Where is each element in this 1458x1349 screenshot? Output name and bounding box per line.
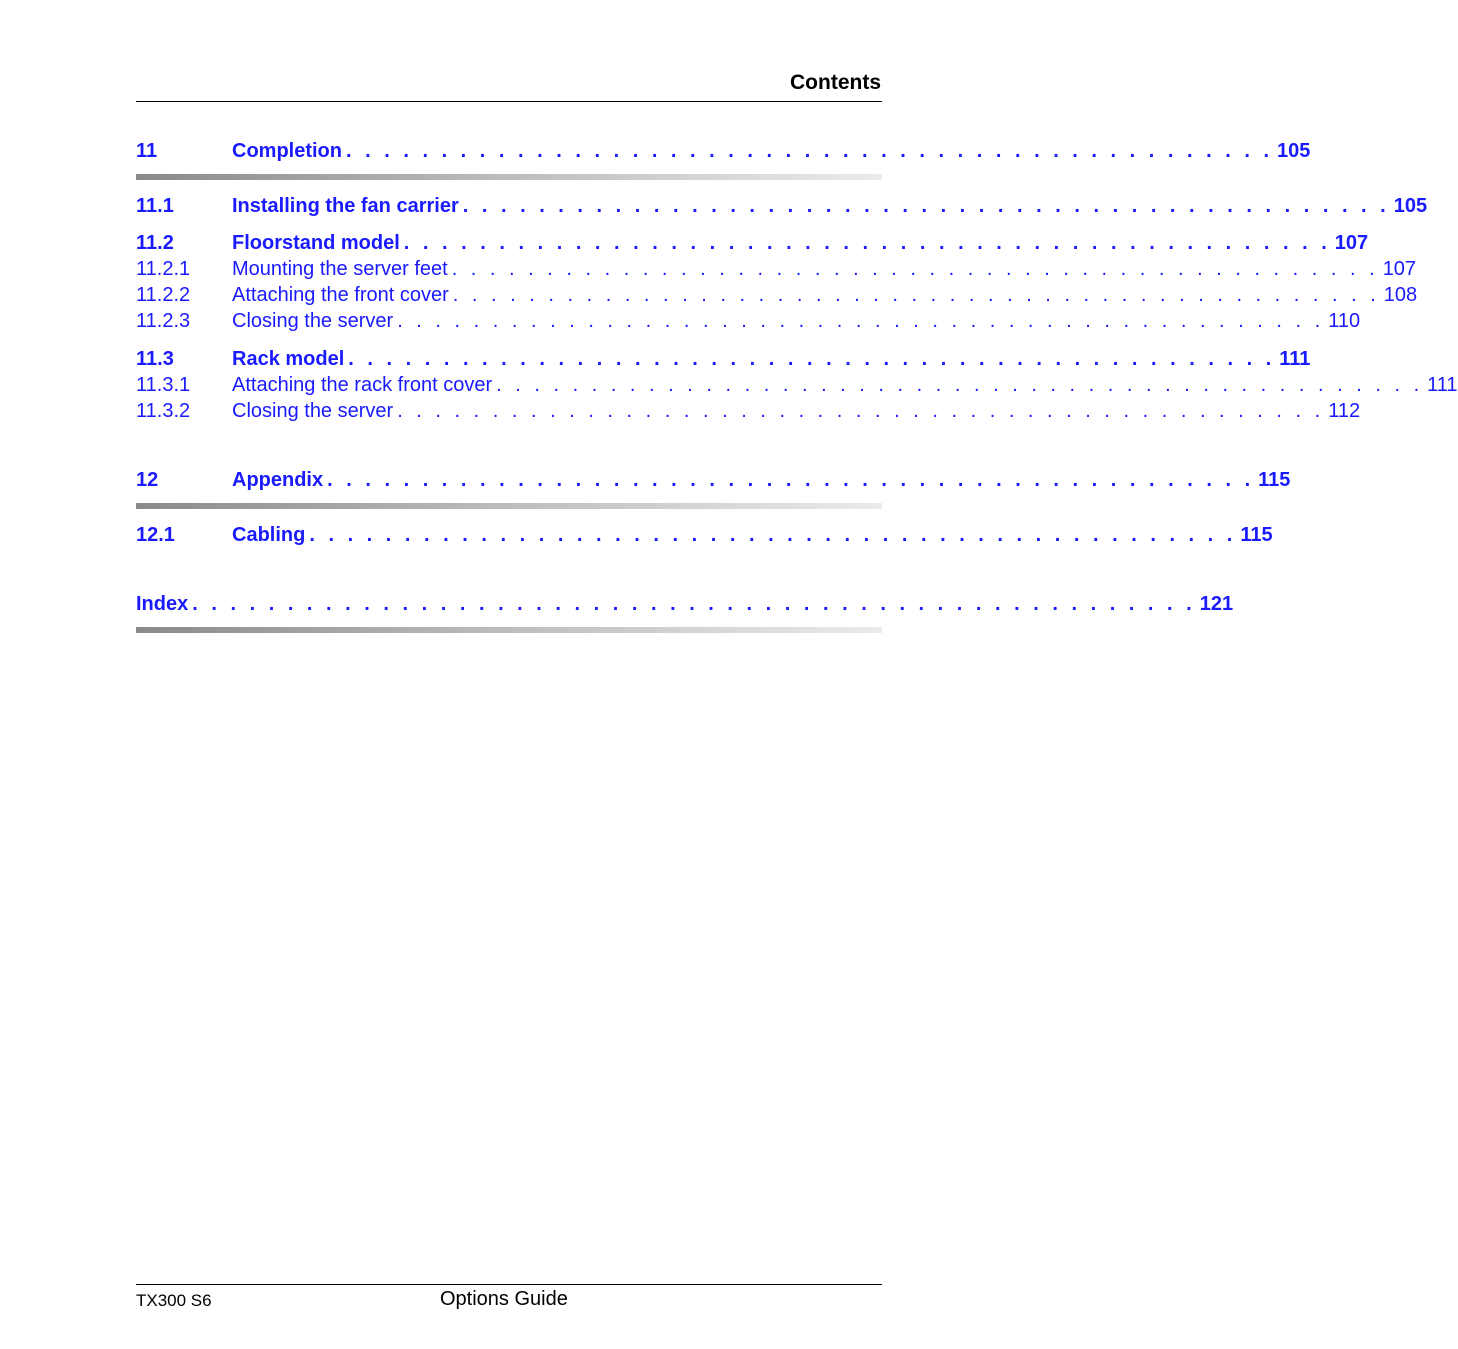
toc-number: 11.2	[136, 232, 174, 254]
dot-leader: . . . . . . . . . . . . . . . . . . . . . . . . . . . . . . . . . . . . . . . . . . . . . . . . .	[452, 284, 1380, 306]
toc-title[interactable]: Attaching the rack front cover	[232, 374, 493, 396]
footer-document-title: Options Guide	[440, 1288, 568, 1310]
toc-entry-section-11-2[interactable]	[136, 232, 1369, 255]
toc-entry-subsection-11-3-2[interactable]	[136, 400, 1361, 423]
toc-number: 11	[136, 140, 158, 162]
dot-leader: . . . . . . . . . . . . . . . . . . . . . . . . . . . . . . . . . . . . . . . . . . . . . . . . . . . . .	[192, 593, 1196, 615]
toc-title[interactable]: Floorstand model	[232, 232, 400, 254]
chapter-divider	[136, 174, 882, 180]
dot-leader: . . . . . . . . . . . . . . . . . . . . . . . . . . . . . . . . . . . . . . . . . . . . . . . . .	[346, 140, 1273, 162]
toc-number: 11.3.1	[136, 374, 191, 396]
toc-number: 11.3	[136, 348, 174, 370]
toc-page-number[interactable]: 105	[1277, 140, 1311, 162]
toc-page-number[interactable]: 115	[1240, 524, 1273, 546]
toc-number: 11.1	[136, 195, 174, 217]
toc-entry-chapter-12[interactable]	[136, 469, 1291, 492]
chapter-divider	[136, 503, 882, 509]
index-divider	[136, 627, 882, 633]
toc-page-number[interactable]: 108	[1383, 284, 1418, 306]
dot-leader: . . . . . . . . . . . . . . . . . . . . . . . . . . . . . . . . . . . . . . . . . . . . . . . . .	[451, 258, 1379, 280]
toc-entry-subsection-11-2-2[interactable]	[136, 284, 1418, 307]
toc-entry-chapter-11[interactable]	[136, 140, 1311, 163]
toc-page-number[interactable]: 110	[1328, 310, 1361, 332]
toc-entry-section-11-3[interactable]	[136, 348, 1311, 371]
toc-number: 11.2.2	[136, 284, 191, 306]
toc-title[interactable]: Appendix	[232, 469, 324, 491]
toc-title[interactable]: Mounting the server feet	[232, 258, 448, 280]
toc-title[interactable]: Attaching the front cover	[232, 284, 449, 306]
toc-page-number[interactable]: 112	[1328, 400, 1361, 422]
toc-entry-subsection-11-2-3[interactable]	[136, 310, 1361, 333]
toc-number: 12	[136, 469, 159, 491]
dot-leader: . . . . . . . . . . . . . . . . . . . . . . . . . . . . . . . . . . . . . . . . . . . . . . . . .	[348, 348, 1276, 370]
dot-leader: . . . . . . . . . . . . . . . . . . . . . . . . . . . . . . . . . . . . . . . . . . . . . . . . .	[397, 400, 1325, 422]
dot-leader: . . . . . . . . . . . . . . . . . . . . . . . . . . . . . . . . . . . . . . . . . . . . . . . . .	[397, 310, 1325, 332]
dot-leader: . . . . . . . . . . . . . . . . . . . . . . . . . . . . . . . . . . . . . . . . . . . . . . . . .	[496, 374, 1424, 396]
toc-page-number[interactable]: 105	[1393, 195, 1428, 217]
toc-title[interactable]: Cabling	[232, 524, 306, 546]
toc-entry-index[interactable]	[136, 593, 1234, 616]
dot-leader: . . . . . . . . . . . . . . . . . . . . . . . . . . . . . . . . . . . . . . . . . . . . . . . . .	[403, 232, 1331, 254]
footer-product-name: TX300 S6	[136, 1291, 212, 1310]
toc-title[interactable]: Closing the server	[232, 310, 394, 332]
toc-page-number[interactable]: 111	[1427, 374, 1458, 396]
header-divider	[136, 101, 882, 102]
dot-leader: . . . . . . . . . . . . . . . . . . . . . . . . . . . . . . . . . . . . . . . . . . . . . . . . .	[462, 195, 1390, 217]
toc-page-number[interactable]: 121	[1199, 593, 1234, 615]
footer-divider	[136, 1284, 882, 1285]
page-header-title: Contents	[790, 71, 881, 94]
toc-entry-subsection-11-3-1[interactable]	[136, 374, 1458, 397]
toc-number: 11.2.3	[136, 310, 191, 332]
dot-leader: . . . . . . . . . . . . . . . . . . . . . . . . . . . . . . . . . . . . . . . . . . . . . . . . .	[327, 469, 1255, 491]
toc-page-number[interactable]: 107	[1382, 258, 1417, 280]
toc-page-number[interactable]: 107	[1334, 232, 1369, 254]
toc-page-number[interactable]: 111	[1279, 348, 1311, 370]
toc-number: 11.2.1	[136, 258, 191, 280]
toc-page-number[interactable]: 115	[1258, 469, 1291, 491]
dot-leader: . . . . . . . . . . . . . . . . . . . . . . . . . . . . . . . . . . . . . . . . . . . . . . . . .	[309, 524, 1237, 546]
toc-title[interactable]: Closing the server	[232, 400, 394, 422]
toc-number: 12.1	[136, 524, 175, 546]
toc-title[interactable]: Index	[136, 593, 189, 615]
toc-title[interactable]: Rack model	[232, 348, 345, 370]
toc-entry-section-12-1[interactable]	[136, 524, 1273, 547]
toc-number: 11.3.2	[136, 400, 191, 422]
toc-title[interactable]: Installing the fan carrier	[232, 195, 459, 217]
toc-entry-subsection-11-2-1[interactable]	[136, 258, 1417, 281]
toc-title[interactable]: Completion	[232, 140, 342, 162]
toc-entry-section-11-1[interactable]	[136, 195, 1428, 218]
